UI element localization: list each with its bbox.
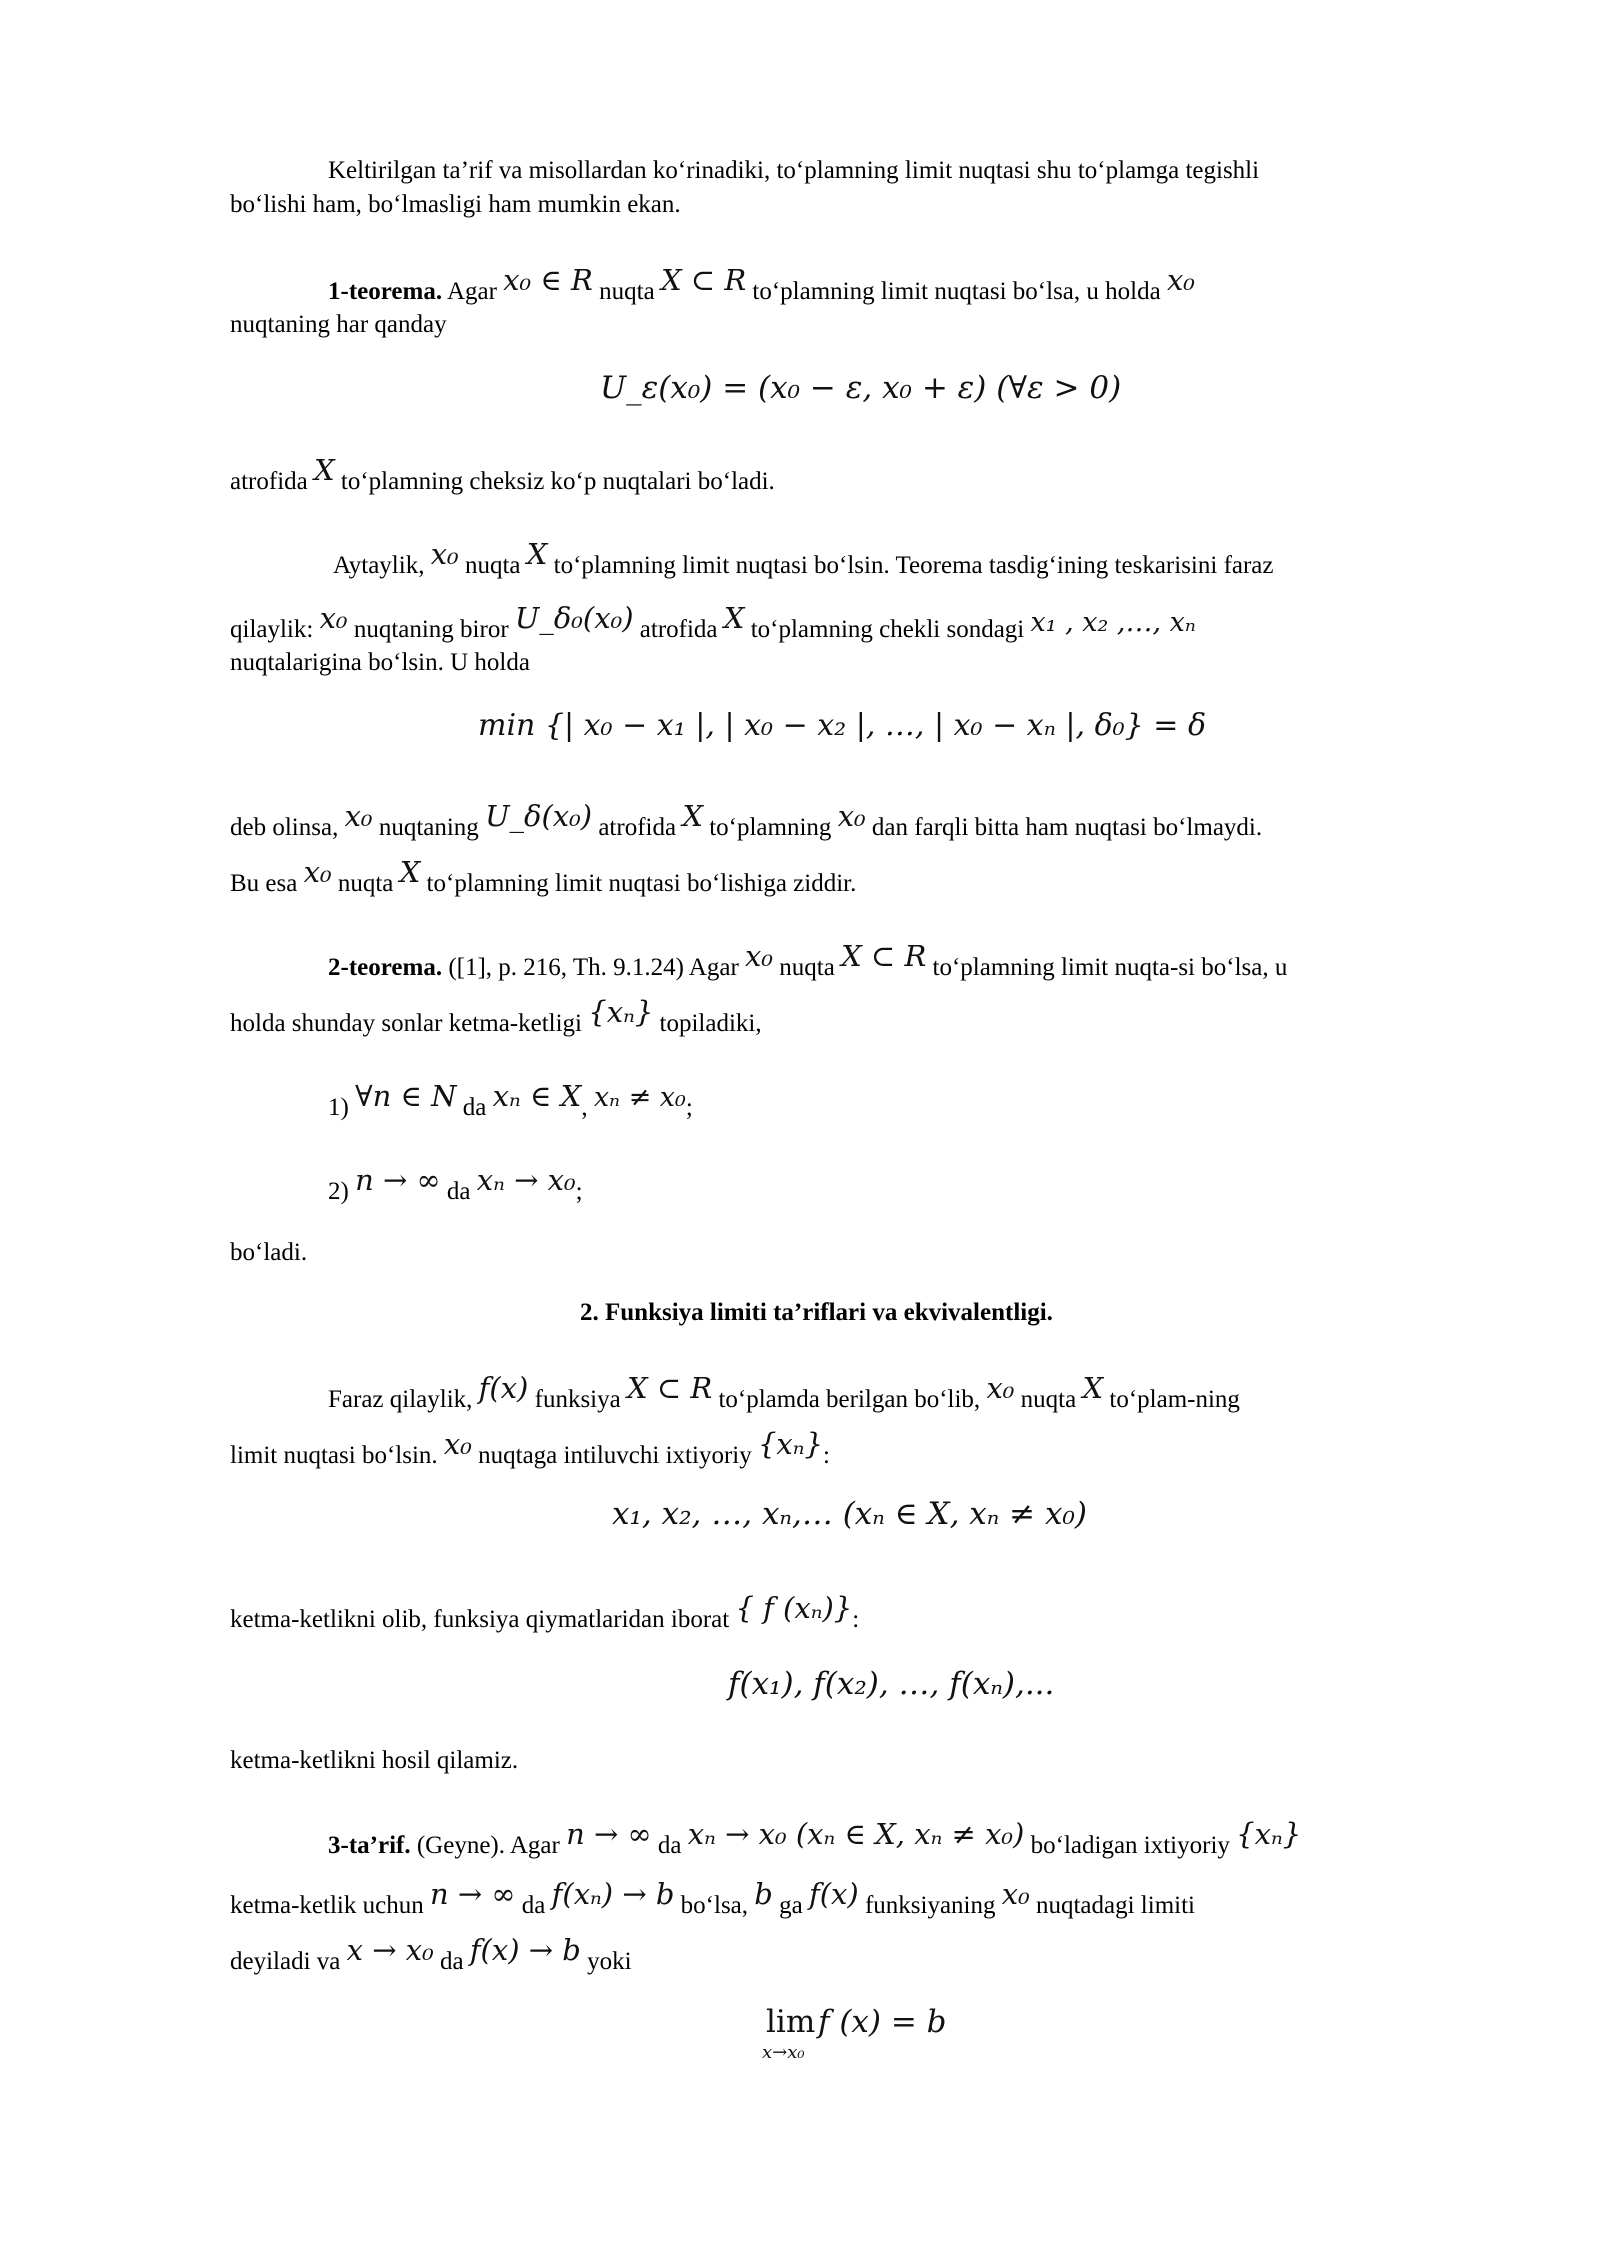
- math-inline: x₀: [443, 1427, 472, 1461]
- text: ketma-ketlik uchun: [230, 1892, 424, 1919]
- text: yoki: [587, 1948, 632, 1975]
- text: bo‘lsa,: [680, 1892, 749, 1919]
- definition-3-line: [328, 1817, 1302, 1863]
- math-inline: X ⊂ R: [626, 1371, 713, 1405]
- display-formula: f(x₁), f(x₂), …, f(xₙ),...: [728, 1666, 1055, 1702]
- paragraph-line: [230, 1877, 1195, 1923]
- text: bo‘ladigan ixtiyoriy: [1030, 1832, 1230, 1859]
- text: to‘plamning limit nuqta-si bo‘lsa, u: [932, 954, 1288, 981]
- text: atrofida: [230, 468, 308, 495]
- math-inline: f(x): [478, 1371, 529, 1405]
- text: Aytaylik,: [333, 552, 425, 579]
- list-number: 1): [328, 1094, 349, 1121]
- text: da: [446, 1178, 471, 1205]
- theorem-1-line: [328, 263, 1195, 309]
- math-inline: x → x₀: [346, 1933, 434, 1967]
- math-inline: X: [723, 601, 745, 635]
- display-formula: x₁, x₂, …, xₙ,… (xₙ ∈ X, xₙ ≠ x₀): [612, 1496, 1088, 1532]
- text: da: [657, 1832, 682, 1859]
- text: qilaylik:: [230, 616, 314, 643]
- proof-line: nuqtalariginа bo‘lsin. U holda: [230, 649, 530, 676]
- text: Faraz qilaylik,: [328, 1386, 473, 1413]
- math-inline: x₀: [303, 855, 332, 889]
- text: da: [521, 1892, 546, 1919]
- paragraph-line: bo‘ladi.: [230, 1239, 308, 1266]
- proof-line: [230, 799, 1263, 845]
- text: ,: [581, 1094, 588, 1121]
- text: to‘plamning cheksiz ko‘p nuqtalari bo‘ladi.: [340, 468, 775, 495]
- math-inline: f(xₙ) → b: [551, 1877, 675, 1911]
- math-inline: xₙ → x₀ (xₙ ∈ X, xₙ ≠ x₀): [687, 1817, 1025, 1851]
- math-inline: xₙ ∈ X: [492, 1079, 582, 1113]
- text: funksiya: [534, 1386, 621, 1413]
- math-inline: x₀: [986, 1371, 1015, 1405]
- paragraph-line: bo‘lishi ham, bo‘lmasligi ham mumkin ekan.: [230, 191, 681, 218]
- math-inline: xₙ → x₀: [476, 1163, 576, 1197]
- text: nuqtaning biror: [353, 616, 509, 643]
- math-inline: X: [313, 453, 335, 487]
- text: (Geyne). Agar: [416, 1832, 560, 1859]
- math-inline: x₀: [344, 799, 373, 833]
- text: to‘plamning limit nuqtasi bo‘lsa, u holda: [752, 278, 1161, 305]
- text: Bu esa: [230, 870, 298, 897]
- theorem-2-line: [328, 939, 1288, 985]
- text: dan farqli bitta ham nuqtasi bo‘lmaydi.: [871, 814, 1263, 841]
- text: nuqta: [337, 870, 394, 897]
- text: Agar: [446, 278, 497, 305]
- math-inline: x₀: [319, 601, 348, 635]
- math-inline: ∀n ∈ N: [355, 1079, 457, 1113]
- section-heading: 2. Funksiya limiti ta’riflari va ekvivalentligi.: [580, 1299, 1053, 1326]
- list-item: [328, 1163, 583, 1209]
- math-inline: x₀: [837, 799, 866, 833]
- text: limit nuqtasi bo‘lsin.: [230, 1442, 438, 1469]
- paragraph-line: [230, 1933, 632, 1979]
- lim-operator: lim: [766, 2004, 816, 2040]
- list-number: 2): [328, 1178, 349, 1205]
- math-inline: X ⊂ R: [841, 939, 927, 973]
- paragraph-line: [230, 1427, 830, 1473]
- math-inline: x₀: [430, 537, 459, 571]
- theorem-label: 1-teorema.: [328, 278, 443, 305]
- math-inline: X: [1082, 1371, 1104, 1405]
- text: nuqta: [464, 552, 521, 579]
- paragraph-line: [230, 453, 775, 499]
- text: ketma-ketlikni olib, funksiya qiymatlaridan iborat: [230, 1606, 730, 1633]
- text: atrofida: [639, 616, 718, 643]
- text: ;: [685, 1094, 693, 1121]
- text: ga: [779, 1892, 803, 1919]
- text: :: [852, 1606, 860, 1633]
- text: to‘plamning: [709, 814, 832, 841]
- text: deyiladi va: [230, 1948, 341, 1975]
- text: to‘plamda berilgan bo‘lib,: [718, 1386, 981, 1413]
- math-inline: X ⊂ R: [660, 263, 747, 297]
- math-inline: f(x) → b: [469, 1933, 581, 1967]
- text: to‘plamning limit nuqtasi bo‘lishiga ziddir.: [426, 870, 857, 897]
- proof-line: [333, 537, 1274, 583]
- text: nuqtaning: [378, 814, 479, 841]
- lim-expression: f (x) = b: [818, 2004, 947, 2040]
- math-inline: {xₙ}: [757, 1427, 823, 1461]
- math-inline: X: [526, 537, 548, 571]
- definition-label: 3-ta’rif.: [328, 1832, 411, 1859]
- math-inline: U_δ₀(x₀): [514, 601, 634, 635]
- math-inline: X: [682, 799, 703, 833]
- text: nuqtadagi limiti: [1035, 1892, 1195, 1919]
- theorem-label: 2-teorema.: [328, 954, 443, 981]
- text: da: [462, 1094, 487, 1121]
- text: to‘plamning chekli sondagi: [750, 616, 1025, 643]
- display-formula: min {| x₀ − x₁ |, | x₀ − x₂ |, …, | x₀ − xₙ |, δ₀} = δ: [478, 708, 1207, 743]
- math-inline: x₀ ∈ R: [503, 263, 593, 297]
- math-inline: U_δ(x₀): [485, 799, 593, 833]
- text: atrofida: [598, 814, 677, 841]
- math-inline: {xₙ}: [1236, 1817, 1302, 1851]
- text: holda shunday sonlar ketma-ketligi: [230, 1010, 583, 1037]
- paragraph-line: ketma-ketlikni hosil qilamiz.: [230, 1747, 519, 1774]
- limit-formula: [762, 2004, 1006, 2074]
- text: ([1], p. 216, Th. 9.1.24) Agar: [448, 954, 739, 981]
- math-inline: x₀: [1001, 1877, 1030, 1911]
- text: nuqta: [599, 278, 655, 305]
- math-inline: xₙ ≠ x₀: [593, 1082, 686, 1113]
- math-inline: n → ∞: [429, 1877, 516, 1911]
- display-formula: U_ε(x₀) = (x₀ − ε, x₀ + ε) (∀ε > 0): [600, 370, 1122, 406]
- paragraph-line: Keltirilgan ta’rif va misollardan ko‘rinadiki, to‘plamning limit nuqtasi shu to‘plamga tegishli: [328, 157, 1260, 184]
- proof-line: [230, 855, 857, 901]
- math-inline: n → ∞: [566, 1817, 652, 1851]
- proof-line: [230, 601, 1196, 647]
- paragraph-line: [230, 1591, 860, 1637]
- text: topiladiki,: [659, 1010, 762, 1037]
- math-inline: {xₙ}: [588, 995, 654, 1029]
- text: to‘plam-ning: [1109, 1386, 1240, 1413]
- text: nuqta: [1020, 1386, 1077, 1413]
- list-item: [328, 1079, 693, 1125]
- paragraph-line: nuqtaning har qanday: [230, 311, 447, 338]
- lim-subscript: x→x₀: [762, 2042, 805, 2063]
- paragraph-line: [328, 1371, 1240, 1417]
- math-inline: n → ∞: [355, 1163, 441, 1197]
- text: nuqtaga intiluvchi ixtiyoriy: [478, 1442, 752, 1469]
- text: to‘plamning limit nuqtasi bo‘lsin. Teorema tasdig‘ining teskarisini faraz: [553, 552, 1274, 579]
- math-inline: x₁ , x₂ ,…, xₙ: [1030, 607, 1196, 638]
- math-inline: b: [754, 1877, 773, 1911]
- math-inline: x₀: [745, 939, 774, 973]
- math-inline: { f (xₙ)}: [735, 1591, 853, 1625]
- text: funksiyaning: [864, 1892, 996, 1919]
- math-inline: X: [399, 855, 421, 889]
- text: da: [439, 1948, 464, 1975]
- text: nuqta: [779, 954, 835, 981]
- text: ;: [575, 1178, 583, 1205]
- math-inline: f(x): [808, 1877, 859, 1911]
- math-inline: x₀: [1166, 263, 1195, 297]
- text: :: [822, 1442, 830, 1469]
- text: deb olinsa,: [230, 814, 339, 841]
- paragraph-line: [230, 995, 762, 1041]
